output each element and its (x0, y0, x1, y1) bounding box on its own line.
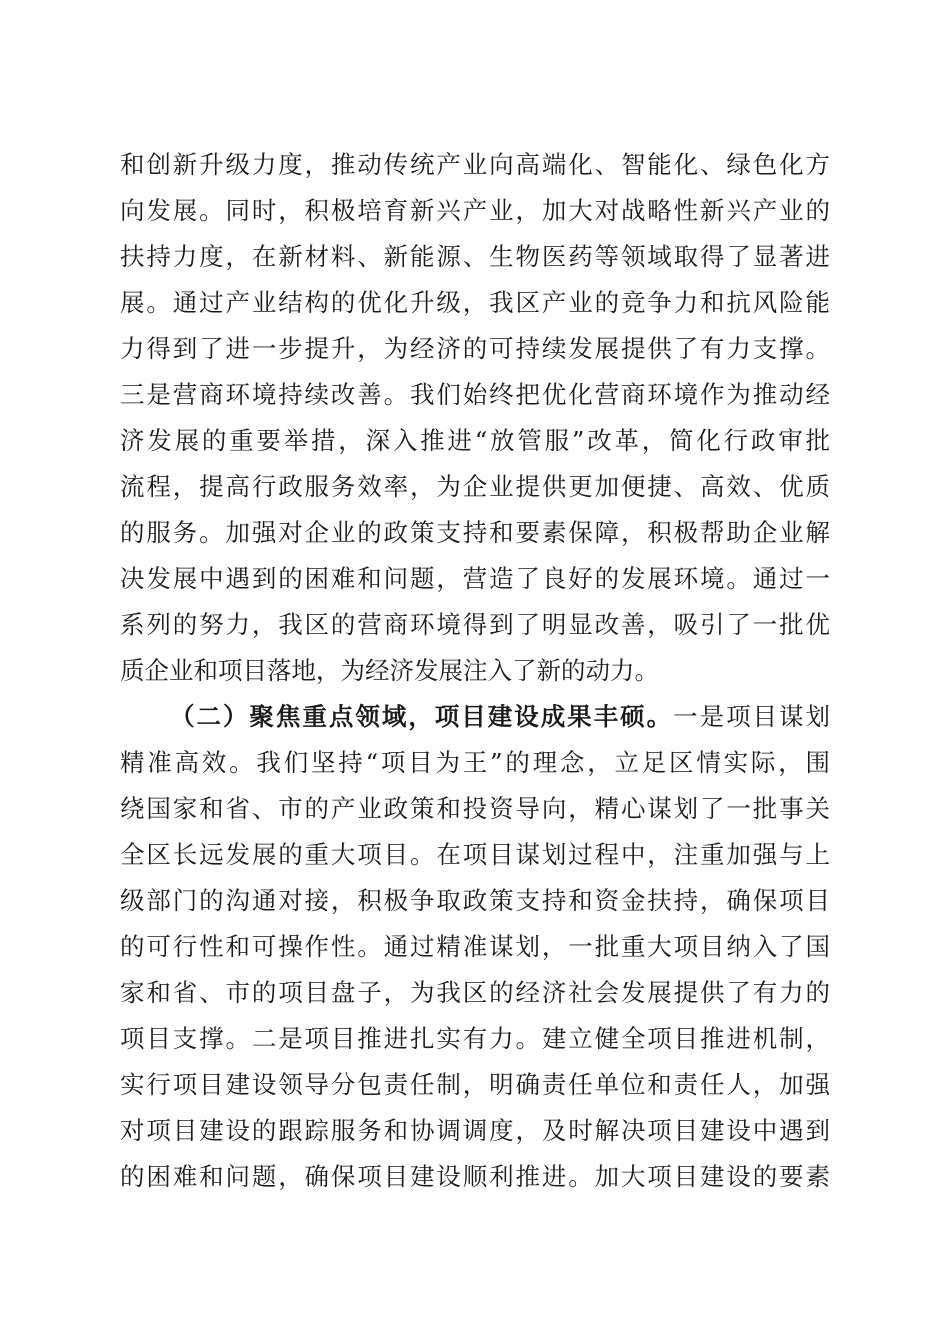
body-text-line: 精准高效。我们坚持“项目为王”的理念，立足区情实际，围 (120, 748, 830, 777)
body-text-line: 家和省、市的项目盘子，为我区的经济社会发展提供了有力的 (120, 978, 830, 1007)
body-text-line: 项目支撑。二是项目推进扎实有力。建立健全项目推进机制， (120, 1024, 830, 1053)
body-text-line: 质企业和项目落地，为经济发展注入了新的动力。 (120, 656, 659, 685)
body-text-line: 的可行性和可操作性。通过精准谋划，一批重大项目纳入了国 (120, 932, 830, 961)
body-text-line: 济发展的重要举措，深入推进“放管服”改革，简化行政审批 (120, 426, 830, 455)
body-text-line: 三是营商环境持续改善。我们始终把优化营商环境作为推动经 (120, 380, 830, 409)
body-text-line: 全区长远发展的重大项目。在项目谋划过程中，注重加强与上 (120, 840, 830, 869)
section-heading: （二）聚焦重点领域，项目建设成果丰硕。 (170, 702, 674, 731)
body-text-line: 决发展中遇到的困难和问题，营造了良好的发展环境。通过一 (120, 564, 830, 593)
body-text-line: 扶持力度，在新材料、新能源、生物医药等领域取得了显著进 (120, 242, 830, 271)
body-text-line: 向发展。同时，积极培育新兴产业，加大对战略性新兴产业的 (120, 196, 830, 225)
body-text-line: 和创新升级力度，推动传统产业向高端化、智能化、绿色化方 (120, 150, 830, 179)
body-text-line: 对项目建设的跟踪服务和协调调度，及时解决项目建设中遇到 (120, 1116, 830, 1145)
body-text-line: 绕国家和省、市的产业政策和投资导向，精心谋划了一批事关 (120, 794, 830, 823)
body-text-line: 的服务。加强对企业的政策支持和要素保障，积极帮助企业解 (120, 518, 830, 547)
body-text-line: 展。通过产业结构的优化升级，我区产业的竞争力和抗风险能 (120, 288, 830, 317)
body-text-line: 系列的努力，我区的营商环境得到了明显改善，吸引了一批优 (120, 610, 830, 639)
body-text-line: 流程，提高行政服务效率，为企业提供更加便捷、高效、优质 (120, 472, 830, 501)
section-first-line (170, 697, 830, 737)
body-text-line: 力得到了进一步提升，为经济的可持续发展提供了有力支撑。 (120, 334, 830, 363)
section-first-line-text: 一是项目谋划 (673, 702, 831, 731)
body-text-line: 实行项目建设领导分包责任制，明确责任单位和责任人，加强 (120, 1070, 830, 1099)
body-text-line: 的困难和问题，确保项目建设顺利推进。加大项目建设的要素 (120, 1162, 830, 1191)
body-text-line: 级部门的沟通对接，积极争取政策支持和资金扶持，确保项目 (120, 886, 830, 915)
